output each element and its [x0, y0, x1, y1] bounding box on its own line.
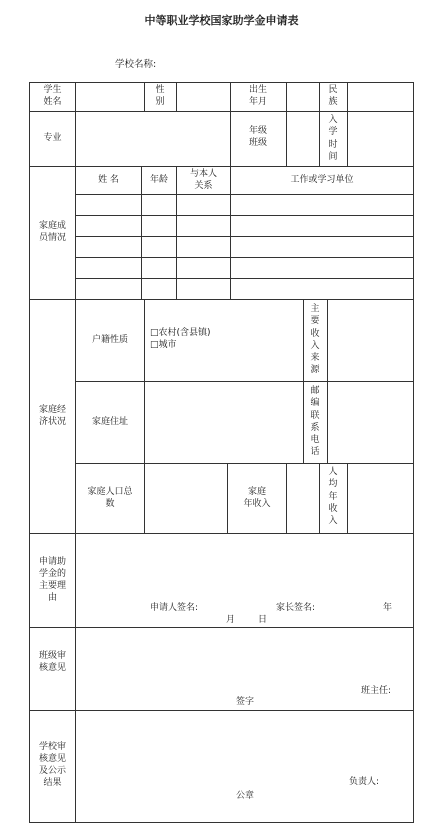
rule	[75, 381, 414, 382]
date-year-label: 年	[383, 603, 393, 613]
ethnicity-label: 民 族	[328, 85, 338, 107]
table-border-left	[29, 82, 30, 823]
rule	[75, 463, 414, 464]
rule	[75, 278, 414, 279]
rule	[176, 82, 177, 111]
table-border-top	[29, 82, 414, 83]
head-teacher-label: 班主任:	[361, 686, 392, 696]
family-members-section-label: 家庭成 员情况	[38, 221, 66, 243]
income-source-label: 主 要 收 入 来 源	[310, 304, 320, 376]
major-label: 专业	[43, 133, 62, 143]
option-rural-checkbox[interactable]: □农村(含县镇)	[150, 328, 211, 338]
date-day-label: 日	[258, 615, 268, 625]
school-name-label: 学校名称:	[115, 59, 157, 70]
rule	[286, 463, 287, 533]
parent-signature-label: 家长签名:	[276, 603, 316, 613]
annual-income-label: 家庭 年收入	[243, 487, 271, 509]
rule	[347, 82, 348, 166]
rule	[75, 257, 414, 258]
household-type-options	[150, 327, 300, 351]
birth-date-label: 出生 年月	[248, 85, 267, 107]
enrollment-time-label: 入 学 时 间	[328, 115, 338, 162]
postcode-phone-label: 邮 编 联 系 电 话	[310, 386, 320, 458]
rule	[144, 463, 145, 533]
rule	[75, 194, 414, 195]
home-address-label: 家庭住址	[91, 417, 128, 427]
per-capita-income-label: 人 均 年 收 入	[328, 467, 338, 527]
principal-label: 负责人:	[349, 777, 380, 787]
student-name-label: 学生 姓名	[43, 85, 62, 107]
application-reason-section-label: 申请助 学金的 主要理 由	[38, 557, 66, 603]
member-name-header: 姓 名	[98, 175, 119, 185]
household-type-label: 户籍性质	[91, 335, 128, 345]
rule	[144, 299, 145, 463]
table-border-bottom	[29, 822, 414, 823]
member-relation-header: 与本人 关系	[189, 169, 217, 191]
rule	[75, 82, 76, 823]
official-seal-label: 公章	[236, 791, 255, 801]
rule	[319, 82, 320, 166]
class-review-section-label: 班级审 核意见	[38, 651, 66, 673]
rule	[144, 82, 145, 111]
family-economy-section-label: 家庭经 济状况	[38, 405, 66, 427]
date-month-label: 月	[226, 615, 236, 625]
rule	[303, 299, 304, 463]
option-urban-checkbox[interactable]: □城市	[150, 340, 177, 350]
class-signature-label: 签字	[236, 697, 255, 707]
form-title: 中等职业学校国家助学金申请表	[144, 14, 299, 27]
school-review-section-label: 学校审 核意见 及公示 结果	[38, 742, 66, 788]
rule	[29, 710, 414, 711]
rule	[286, 82, 287, 166]
rule	[29, 533, 414, 534]
grade-class-label: 年级 班级	[248, 126, 267, 148]
rule	[230, 82, 231, 166]
rule	[29, 111, 414, 112]
rule	[29, 627, 414, 628]
rule	[29, 299, 414, 300]
household-population-label: 家庭人口总 数	[87, 487, 133, 509]
member-work-header: 工作或学习单位	[290, 175, 354, 185]
rule	[75, 236, 414, 237]
applicant-signature-label: 申请人签名:	[150, 603, 199, 613]
rule	[347, 463, 348, 533]
rule	[29, 166, 414, 167]
gender-label: 性 别	[155, 85, 165, 107]
rule	[327, 299, 328, 463]
rule	[75, 215, 414, 216]
member-age-header: 年龄	[149, 175, 168, 185]
rule	[319, 463, 320, 533]
